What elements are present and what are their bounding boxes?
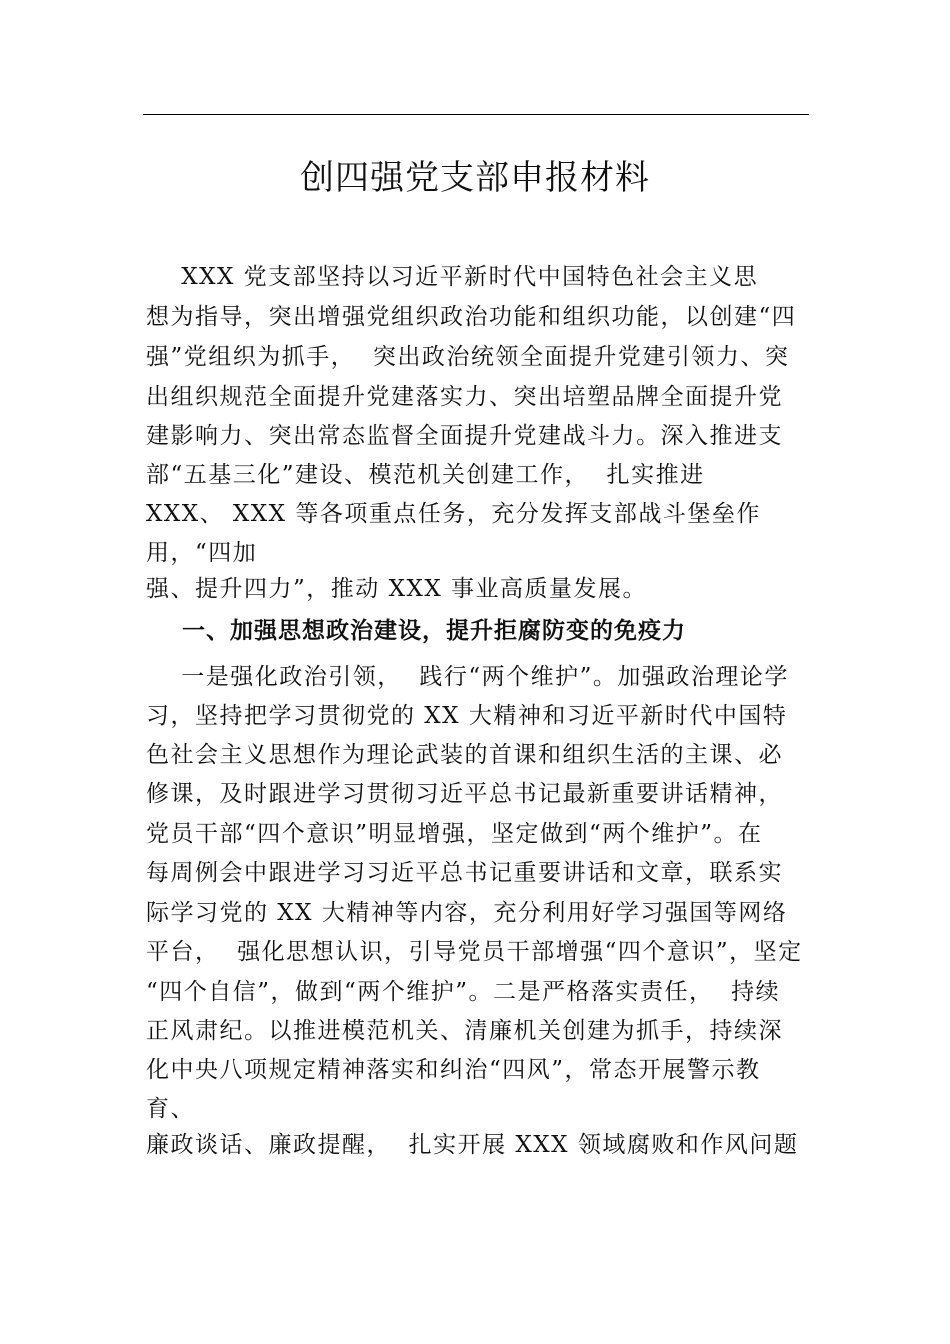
body-line: 每周例会中跟进学习习近平总书记重要讲话和文章，联系实 xyxy=(146,860,783,886)
body-line: 际学习党的 XX 大精神等内容，充分利用好学习强国等网络 xyxy=(146,900,788,926)
body-line: 廉政谈话、廉政提醒， 扎实开展 XXX 领域腐败和作风问题 xyxy=(146,1132,799,1158)
body-line: 育、 xyxy=(146,1096,195,1122)
body-line: 平台， 强化思想认识，引导党员干部增强“四个意识”，坚定 xyxy=(146,939,803,965)
body-line: XXX 党支部坚持以习近平新时代中国特色社会主义思 xyxy=(146,264,759,290)
header-rule xyxy=(143,114,809,115)
section-heading: 一、加强思想政治建设，提升拒腐防变的免疫力 xyxy=(146,618,687,644)
body-line: 色社会主义思想作为理论武装的首课和组织生活的主课、必 xyxy=(146,742,783,768)
body-line: 用，“四加 xyxy=(146,540,258,566)
body-line: 习，坚持把学习贯彻党的 XX 大精神和习近平新时代中国特 xyxy=(146,703,788,729)
document-title: 创四强党支部申报材料 xyxy=(300,158,650,198)
body-line: XXX、 XXX 等各项重点任务，充分发挥支部战斗堡垒作 xyxy=(146,501,761,527)
body-line: “四个自信”，做到“两个维护”。二是严格落实责任， 持续 xyxy=(146,979,781,1005)
body-line: 想为指导，突出增强党组织政治功能和组织功能，以创建“四 xyxy=(146,304,797,330)
body-line: 正风肃纪。以推进模范机关、清廉机关创建为抓手，持续深 xyxy=(146,1018,783,1044)
body-line: 建影响力、突出常态监督全面提升党建战斗力。深入推进支 xyxy=(146,423,783,449)
body-line: 强、提升四力”，推动 XXX 事业高质量发展。 xyxy=(146,576,648,602)
body-line: 党员干部“四个意识”明显增强，坚定做到“两个维护”。在 xyxy=(146,821,763,847)
body-line: 部“五基三化”建设、模范机关创建工作， 扎实推进 xyxy=(146,462,705,488)
body-line: 化中央八项规定精神落实和纠治“四风”，常态开展警示教 xyxy=(146,1057,761,1083)
body-line: 强”党组织为抓手， 突出政治统领全面提升党建引领力、突 xyxy=(146,344,790,370)
body-line: 出组织规范全面提升党建落实力、突出培塑品牌全面提升党 xyxy=(146,384,783,410)
body-line: 一是强化政治引领， 践行“两个维护”。加强政治理论学 xyxy=(146,664,789,690)
body-line: 修课，及时跟进学习贯彻习近平总书记最新重要讲话精神， xyxy=(146,781,783,807)
